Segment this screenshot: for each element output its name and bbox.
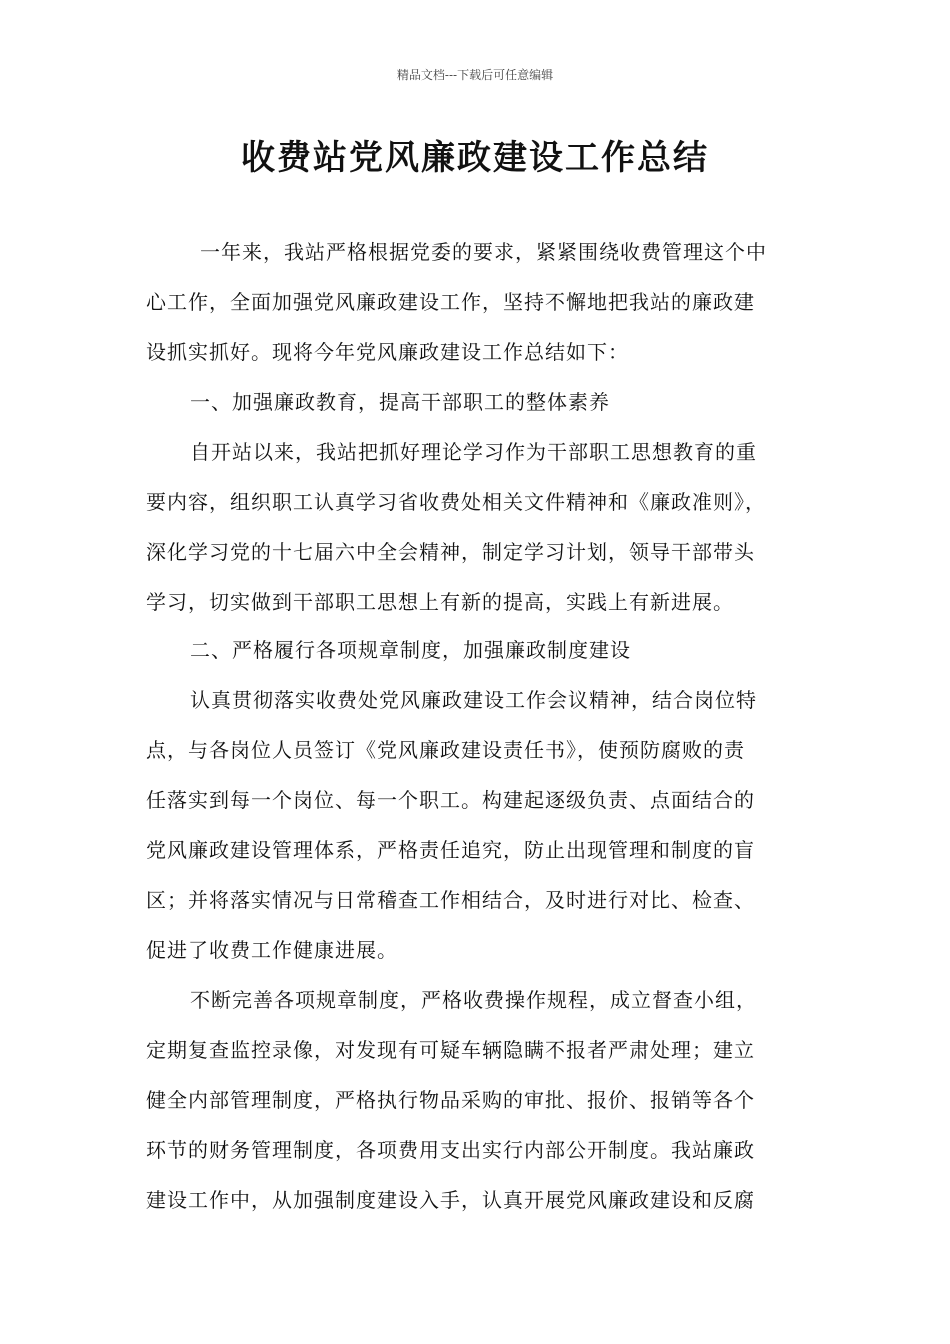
paragraph-line: 要内容，组织职工认真学习省收费处相关文件精神和《廉政准则》， <box>146 490 766 514</box>
paragraph-line: 心工作，全面加强党风廉政建设工作，坚持不懈地把我站的廉政建 <box>146 290 755 314</box>
section-heading: 二、严格履行各项规章制度，加强廉政制度建设 <box>190 638 631 662</box>
paragraph-line: 认真贯彻落实收费处党风廉政建设工作会议精神，结合岗位特 <box>190 688 757 712</box>
paragraph-line: 不断完善各项规章制度，严格收费操作规程，成立督查小组， <box>190 988 757 1012</box>
paragraph-line: 环节的财务管理制度，各项费用支出实行内部公开制度。我站廉政 <box>146 1138 755 1162</box>
paragraph-line: 任落实到每一个岗位、每一个职工。构建起逐级负责、点面结合的 <box>146 788 755 812</box>
paragraph-line: 区；并将落实情况与日常稽查工作相结合，及时进行对比、检查、 <box>146 888 755 912</box>
page-header: 精品文档---下载后可任意编辑 <box>396 68 554 82</box>
paragraph-line: 促进了收费工作健康进展。 <box>146 938 398 962</box>
paragraph-line: 建设工作中，从加强制度建设入手，认真开展党风廉政建设和反腐 <box>146 1188 755 1212</box>
section-heading: 一、加强廉政教育，提高干部职工的整体素养 <box>190 390 610 414</box>
paragraph-line: 党风廉政建设管理体系，严格责任追究，防止出现管理和制度的盲 <box>146 838 755 862</box>
paragraph-line: 设抓实抓好。现将今年党风廉政建设工作总结如下： <box>146 340 629 364</box>
paragraph-line: 深化学习党的十七届六中全会精神，制定学习计划，领导干部带头 <box>146 540 755 564</box>
paragraph-line: 点，与各岗位人员签订《党风廉政建设责任书》，使预防腐败的责 <box>146 738 745 762</box>
paragraph-line: 定期复查监控录像，对发现有可疑车辆隐瞒不报者严肃处理；建立 <box>146 1038 755 1062</box>
paragraph-line: 一年来，我站严格根据党委的要求，紧紧围绕收费管理这个中 <box>200 240 767 264</box>
document-title: 收费站党风廉政建设工作总结 <box>241 138 709 178</box>
paragraph-line: 学习，切实做到干部职工思想上有新的提高，实践上有新进展。 <box>146 590 734 614</box>
paragraph-line: 健全内部管理制度，严格执行物品采购的审批、报价、报销等各个 <box>146 1088 755 1112</box>
paragraph-line: 自开站以来，我站把抓好理论学习作为干部职工思想教育的重 <box>190 440 757 464</box>
